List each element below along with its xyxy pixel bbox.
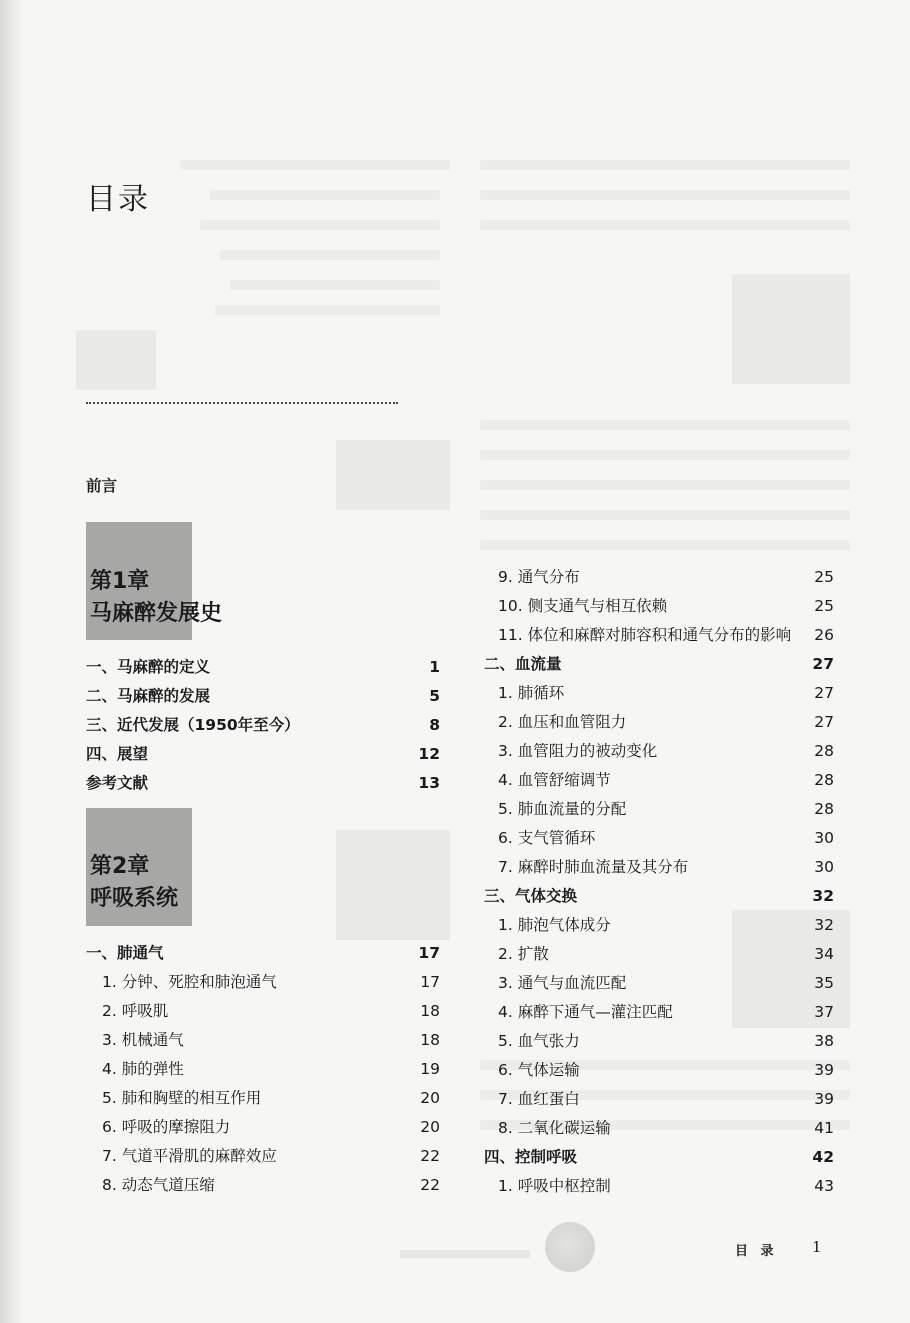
toc-entry-label: 二、马麻醉的发展 <box>86 687 211 705</box>
toc-entry-page-number: 32 <box>814 916 834 934</box>
toc-entry-label: 5. 肺血流量的分配 <box>498 800 627 818</box>
toc-entry-page-number: 27 <box>814 684 834 702</box>
toc-entry[interactable] <box>102 1087 440 1109</box>
toc-entry-page-number: 42 <box>812 1148 834 1166</box>
toc-entry-label: 3. 机械通气 <box>102 1031 184 1049</box>
toc-entry-page-number: 18 <box>420 1031 440 1049</box>
toc-entry-page-number: 13 <box>418 774 440 792</box>
toc-entry-label: 四、展望 <box>86 745 149 763</box>
toc-entry-page-number: 38 <box>814 1032 834 1050</box>
toc-entry-label: 10. 侧支通气与相互依赖 <box>498 597 668 615</box>
bleed-through-block <box>732 274 850 384</box>
toc-entry[interactable] <box>86 942 440 964</box>
toc-entry-page-number: 20 <box>420 1118 440 1136</box>
toc-entry[interactable] <box>498 827 834 849</box>
toc-entry-page-number: 30 <box>814 858 834 876</box>
toc-entry-label: 3. 通气与血流匹配 <box>498 974 627 992</box>
page-edge-shadow <box>0 0 22 1323</box>
toc-entry-label: 9. 通气分布 <box>498 568 580 586</box>
toc-entry-page-number: 34 <box>814 945 834 963</box>
toc-entry[interactable] <box>86 656 440 678</box>
foreword-entry[interactable]: 前言 <box>86 477 118 495</box>
toc-entry[interactable] <box>102 971 440 993</box>
toc-entry[interactable] <box>102 1058 440 1080</box>
toc-entry-label: 二、血流量 <box>484 655 562 673</box>
toc-entry[interactable] <box>498 769 834 791</box>
toc-entry-page-number: 19 <box>420 1060 440 1078</box>
toc-entry-page-number: 22 <box>420 1176 440 1194</box>
toc-entry[interactable] <box>498 1175 834 1197</box>
chapter-1-title[interactable]: 马麻醉发展史 <box>90 601 223 626</box>
toc-entry[interactable] <box>484 1146 834 1168</box>
toc-entry[interactable] <box>498 595 834 617</box>
toc-entry-label: 2. 呼吸肌 <box>102 1002 169 1020</box>
footer-page-number: 1 <box>812 1238 822 1256</box>
toc-entry-label: 7. 气道平滑肌的麻醉效应 <box>102 1147 277 1165</box>
toc-entry[interactable] <box>102 1029 440 1051</box>
toc-entry[interactable] <box>102 1174 440 1196</box>
toc-entry[interactable] <box>498 1059 834 1081</box>
bleed-through-line <box>210 190 440 200</box>
toc-entry-label: 四、控制呼吸 <box>484 1148 578 1166</box>
toc-entry-label: 7. 麻醉时肺血流量及其分布 <box>498 858 689 876</box>
bleed-through-line <box>230 280 440 290</box>
toc-entry-label: 一、肺通气 <box>86 944 164 962</box>
toc-entry-label: 4. 血管舒缩调节 <box>498 771 611 789</box>
toc-entry-page-number: 28 <box>814 771 834 789</box>
toc-entry-page-number: 39 <box>814 1090 834 1108</box>
toc-entry-page-number: 39 <box>814 1061 834 1079</box>
toc-entry-label: 1. 肺循环 <box>498 684 565 702</box>
chapter-2-title[interactable]: 呼吸系统 <box>90 886 179 911</box>
toc-entry-page-number: 8 <box>429 716 440 734</box>
toc-entry-label: 3. 血管阻力的被动变化 <box>498 742 658 760</box>
toc-entry-page-number: 25 <box>814 597 834 615</box>
toc-entry[interactable] <box>498 798 834 820</box>
toc-entry-label: 三、气体交换 <box>484 887 578 905</box>
toc-entry-page-number: 30 <box>814 829 834 847</box>
bleed-through-line <box>480 190 850 200</box>
toc-entry[interactable] <box>102 1000 440 1022</box>
bleed-through-line <box>480 450 850 460</box>
bleed-through-block <box>76 330 156 390</box>
toc-entry-label: 6. 呼吸的摩擦阻力 <box>102 1118 231 1136</box>
toc-entry-page-number: 28 <box>814 800 834 818</box>
toc-entry[interactable] <box>498 856 834 878</box>
toc-entry[interactable] <box>484 653 834 675</box>
toc-entry-page-number: 27 <box>812 655 834 673</box>
toc-entry-page-number: 26 <box>814 626 834 644</box>
toc-entry-label: 4. 麻醉下通气—灌注匹配 <box>498 1003 673 1021</box>
toc-entry[interactable] <box>498 1030 834 1052</box>
bleed-through-line <box>180 160 450 170</box>
toc-entry[interactable] <box>498 566 834 588</box>
bleed-through-block <box>336 440 450 510</box>
dotted-divider <box>86 402 398 404</box>
toc-entry-page-number: 12 <box>418 745 440 763</box>
toc-entry[interactable] <box>86 772 440 794</box>
toc-entry[interactable] <box>86 743 440 765</box>
bleed-through-line <box>480 420 850 430</box>
bleed-through-line <box>220 250 440 260</box>
toc-entry-label: 2. 扩散 <box>498 945 549 963</box>
bleed-through-block <box>336 830 450 940</box>
toc-entry[interactable] <box>498 1001 834 1023</box>
toc-entry-page-number: 35 <box>814 974 834 992</box>
toc-entry-page-number: 37 <box>814 1003 834 1021</box>
toc-entry[interactable] <box>498 1117 834 1139</box>
toc-entry-page-number: 5 <box>429 687 440 705</box>
toc-entry-label: 2. 血压和血管阻力 <box>498 713 627 731</box>
toc-entry[interactable] <box>498 711 834 733</box>
toc-entry[interactable] <box>102 1145 440 1167</box>
chapter-1-number[interactable]: 第1章 <box>90 569 150 594</box>
toc-entry-label: 11. 体位和麻醉对肺容积和通气分布的影响 <box>498 626 792 644</box>
toc-entry[interactable] <box>498 972 834 994</box>
toc-entry[interactable] <box>484 885 834 907</box>
toc-entry-page-number: 17 <box>418 944 440 962</box>
toc-entry-page-number: 18 <box>420 1002 440 1020</box>
page-title: 目录 <box>86 182 150 217</box>
bleed-through-line <box>480 160 850 170</box>
toc-entry-page-number: 20 <box>420 1089 440 1107</box>
toc-entry-label: 8. 动态气道压缩 <box>102 1176 215 1194</box>
toc-entry-page-number: 25 <box>814 568 834 586</box>
toc-entry-page-number: 41 <box>814 1119 834 1137</box>
toc-entry-label: 6. 支气管循环 <box>498 829 596 847</box>
toc-entry-label: 参考文献 <box>86 774 149 792</box>
toc-entry-label: 8. 二氧化碳运输 <box>498 1119 611 1137</box>
toc-entry-label: 1. 分钟、死腔和肺泡通气 <box>102 973 277 991</box>
toc-entry[interactable] <box>498 943 834 965</box>
chapter-2-number[interactable]: 第2章 <box>90 854 150 879</box>
bleed-through-line <box>400 1250 530 1258</box>
toc-entry[interactable] <box>498 740 834 762</box>
toc-entry-label: 6. 气体运输 <box>498 1061 580 1079</box>
toc-entry-page-number: 32 <box>812 887 834 905</box>
toc-entry[interactable] <box>498 914 834 936</box>
toc-entry-label: 一、马麻醉的定义 <box>86 658 211 676</box>
bleed-through-line <box>200 220 440 230</box>
bleed-through-line <box>480 540 850 550</box>
toc-entry-label: 7. 血红蛋白 <box>498 1090 580 1108</box>
bleed-through-line <box>480 480 850 490</box>
toc-entry-page-number: 28 <box>814 742 834 760</box>
toc-entry[interactable] <box>498 682 834 704</box>
toc-entry-label: 1. 呼吸中枢控制 <box>498 1177 611 1195</box>
bleed-through-line <box>480 220 850 230</box>
toc-entry-page-number: 17 <box>420 973 440 991</box>
bleed-through-line <box>480 510 850 520</box>
toc-entry-label: 5. 血气张力 <box>498 1032 580 1050</box>
toc-entry-label: 三、近代发展（1950年至今） <box>86 716 300 734</box>
toc-entry-page-number: 27 <box>814 713 834 731</box>
footer-seal-watermark <box>545 1222 595 1272</box>
toc-entry[interactable] <box>102 1116 440 1138</box>
toc-entry-page-number: 43 <box>814 1177 834 1195</box>
toc-entry-page-number: 22 <box>420 1147 440 1165</box>
toc-entry[interactable] <box>86 714 440 736</box>
toc-entry[interactable] <box>498 624 834 646</box>
toc-entry-label: 4. 肺的弹性 <box>102 1060 184 1078</box>
footer-section-label: 目 录 <box>735 1244 778 1259</box>
toc-entry-label: 1. 肺泡气体成分 <box>498 916 611 934</box>
toc-entry[interactable] <box>86 685 440 707</box>
toc-entry-page-number: 1 <box>429 658 440 676</box>
toc-entry[interactable] <box>498 1088 834 1110</box>
bleed-through-line <box>215 305 440 315</box>
toc-entry-label: 5. 肺和胸壁的相互作用 <box>102 1089 262 1107</box>
